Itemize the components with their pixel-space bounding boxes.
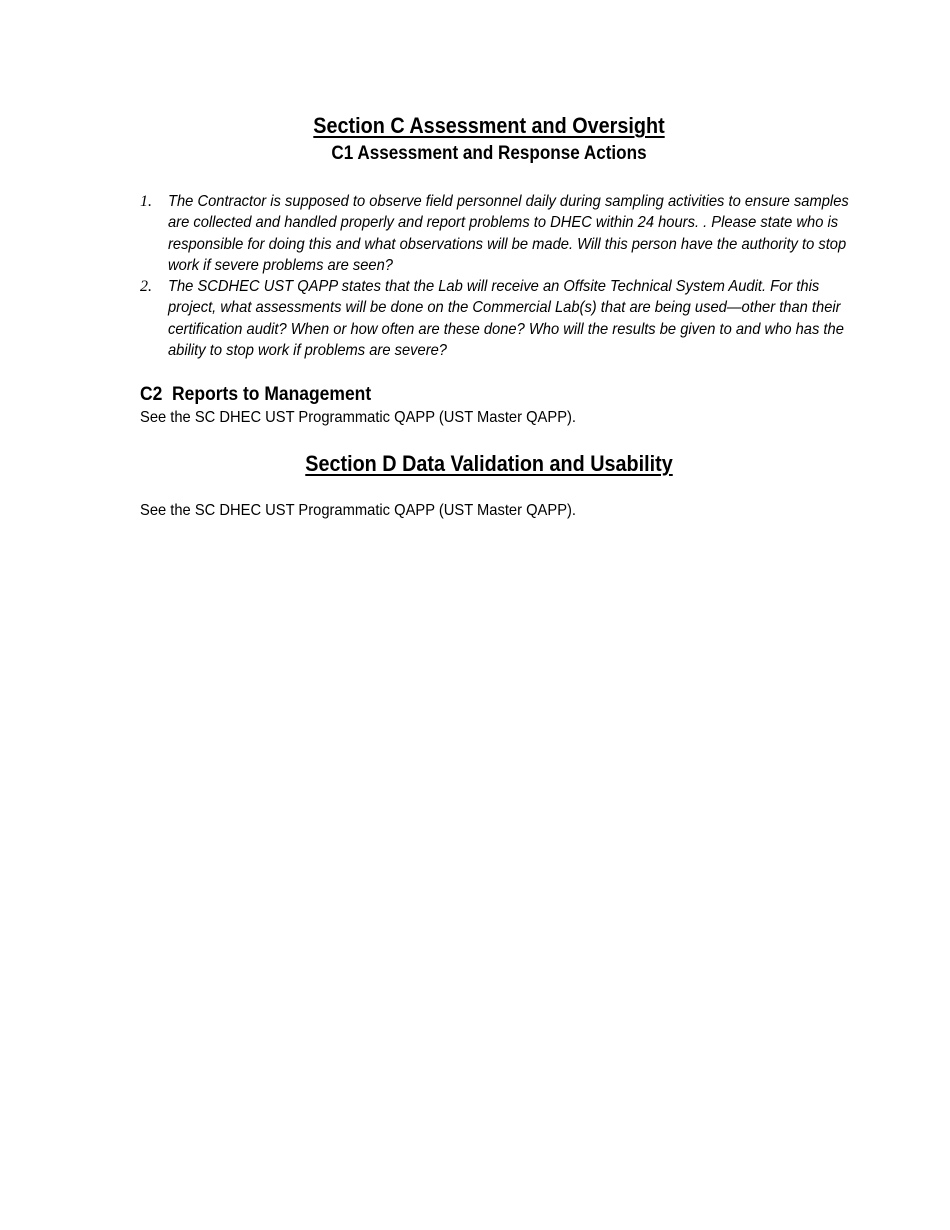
c2-body-text: See the SC DHEC UST Programmatic QAPP (UST Master QAPP). [140, 409, 577, 426]
list-item [140, 191, 849, 276]
list-item-number: 2. [140, 278, 152, 296]
section-c-title: Section C Assessment and Oversight [313, 113, 665, 138]
section-d-body-text: See the SC DHEC UST Programmatic QAPP (UST Master QAPP). [140, 502, 577, 519]
list-item-text: The SCDHEC UST QAPP states that the Lab will receive an Offsite Technical System Audit. For this project, what assessments will be done on the Commercial Lab(s) that are being used—other than their certification audit? When or how often are these done? Who will the results be given to and who has the ability to stop work if problems are severe? [168, 278, 844, 360]
assessment-question-list [140, 191, 849, 361]
list-item-text: The Contractor is supposed to observe field personnel daily during sampling activities to ensure samples are collected and handled properly and report problems to DHEC within 24 hours. . Please state who is responsible for doing this and what observations will be made. Will this person have the authority to stop work if severe problems are seen? [168, 193, 849, 274]
section-d-title: Section D Data Validation and Usability [305, 451, 673, 476]
c2-heading: C2 Reports to Management [140, 384, 372, 405]
list-item [140, 276, 844, 361]
list-item-number: 1. [140, 193, 152, 210]
c1-subtitle: C1 Assessment and Response Actions [331, 143, 647, 164]
